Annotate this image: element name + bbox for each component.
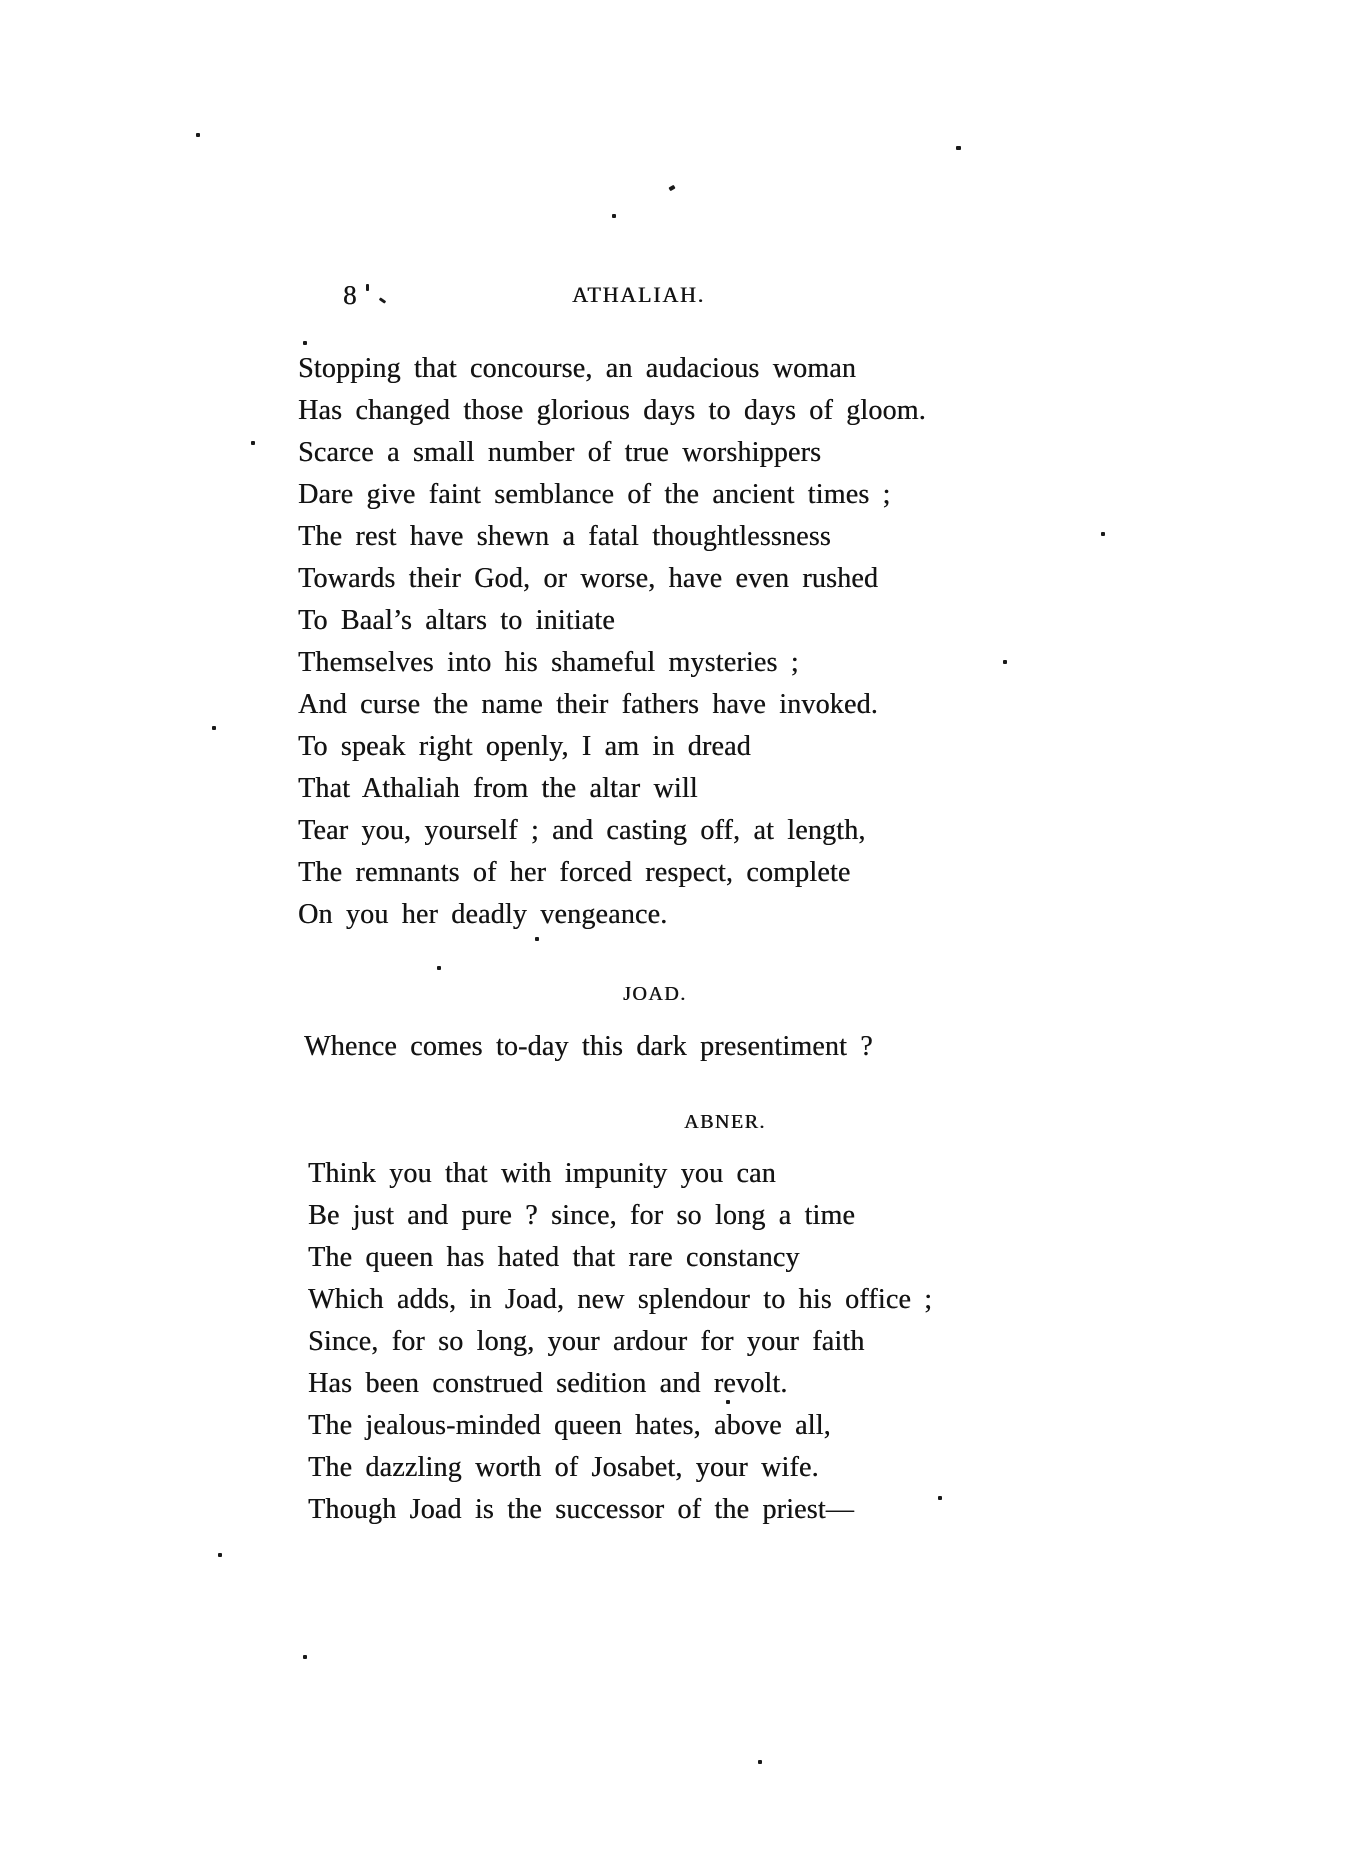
ink-speck [612, 214, 616, 218]
verse-line: On you her deadly vengeance. [298, 899, 668, 930]
verse-line: To Baal’s altars to initiate [298, 605, 615, 636]
verse-line: Which adds, in Joad, new splendour to his office ; [308, 1284, 933, 1315]
verse-line: Whence comes to-day this dark presentiment ? [304, 1031, 873, 1062]
verse-block-abner [308, 1153, 932, 1531]
ink-speck [726, 1400, 730, 1404]
ink-speck [366, 284, 369, 291]
ink-speck [956, 146, 961, 150]
verse-line: And curse the name their fathers have invoked. [298, 689, 878, 720]
ink-speck [251, 441, 255, 445]
ink-speck [535, 937, 539, 941]
verse-line: To speak right openly, I am in dread [298, 731, 751, 762]
verse-line: Be just and pure ? since, for so long a time [308, 1200, 856, 1231]
verse-line: The jealous-minded queen hates, above all, [308, 1410, 831, 1441]
ink-speck [758, 1760, 762, 1764]
verse-line: Though Joad is the successor of the priest— [308, 1494, 854, 1525]
verse-block-joad [304, 1026, 873, 1068]
verse-line: Since, for so long, your ardour for your faith [308, 1326, 865, 1357]
verse-line: That Athaliah from the altar will [298, 773, 698, 804]
ink-speck [218, 1553, 222, 1557]
verse-block-1 [298, 348, 926, 936]
ink-speck [1101, 532, 1105, 536]
verse-line: Think you that with impunity you can [308, 1158, 776, 1189]
running-title: ATHALIAH. [572, 282, 705, 307]
verse-line: Has changed those glorious days to days of gloom. [298, 395, 926, 426]
verse-line: Tear you, yourself ; and casting off, at length, [298, 815, 866, 846]
ink-speck [196, 133, 200, 137]
ink-speck [212, 726, 216, 730]
ink-speck [437, 966, 441, 970]
verse-line: Towards their God, or worse, have even rushed [298, 563, 879, 594]
verse-line: The rest have shewn a fatal thoughtlessness [298, 521, 831, 552]
verse-line: Themselves into his shameful mysteries ; [298, 647, 799, 678]
verse-line: Dare give faint semblance of the ancient times ; [298, 479, 891, 510]
verse-line: Stopping that concourse, an audacious woman [298, 353, 857, 384]
running-head [0, 280, 1370, 314]
ink-speck [938, 1496, 942, 1500]
verse-line: The remnants of her forced respect, complete [298, 857, 851, 888]
verse-line: Has been construed sedition and revolt. [308, 1368, 788, 1399]
ink-speck [303, 1655, 307, 1659]
verse-line: The dazzling worth of Josabet, your wife. [308, 1452, 819, 1483]
ink-speck [668, 185, 675, 191]
ink-speck [303, 341, 307, 345]
page-number: 8 [343, 280, 357, 310]
speaker-heading-abner: ABNER. [684, 1111, 766, 1133]
speaker-heading-joad: JOAD. [623, 983, 687, 1005]
verse-line: The queen has hated that rare constancy [308, 1242, 800, 1273]
verse-line: Scarce a small number of true worshippers [298, 437, 822, 468]
ink-speck [1003, 660, 1007, 664]
